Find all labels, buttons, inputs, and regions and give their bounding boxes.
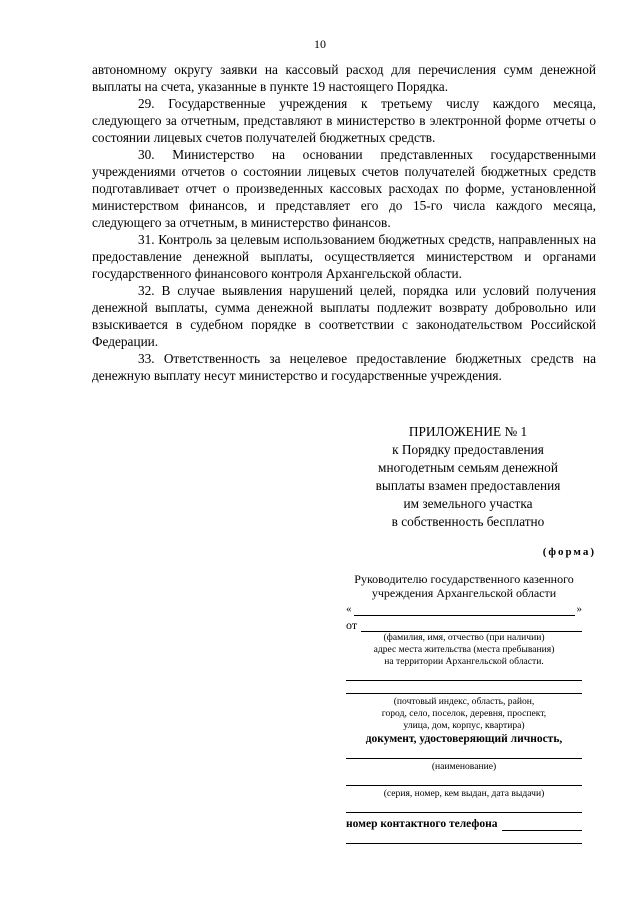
phone-field[interactable] [502, 820, 583, 831]
paragraph-31: 31. Контроль за целевым использованием бюджетных средств, направленных на предоставление денежной выплаты, осуществляется министерством и органами государственного финансового контроля Архангельской области. [92, 232, 596, 281]
phone-extra-field[interactable] [346, 833, 582, 844]
address-field-1[interactable] [346, 670, 582, 681]
postal-hint-1: (почтовый индекс, область, район, [393, 696, 535, 707]
page-number: 10 [314, 37, 326, 51]
postal-hint-2: город, село, поселок, деревня, проспект, [381, 708, 547, 719]
from-label: от [346, 618, 358, 632]
open-quote: « [346, 603, 352, 615]
addressee-line-1: Руководителю государственного казенного [354, 572, 574, 586]
appendix-line: выплаты взамен предоставления [375, 478, 561, 493]
appendix-header [340, 423, 596, 531]
name-hint: (наименование) [431, 761, 497, 772]
id-document-name-field[interactable] [346, 748, 582, 759]
fio-hint: (фамилия, имя, отчество (при наличии) [383, 632, 545, 643]
paragraph-30: 30. Министерство на основании представленных государственными учреждениями отчетов о состоянии лицевых счетов получателей бюджетных средств подготавливает отчет о произведенных кассовых расходах по форме, установленной министерством финансов, и представляет его до 15-го числа каждого месяца, следующего за отчетным, в министерство финансов. [92, 147, 596, 230]
address-hint-2: на территории Архангельской области. [384, 656, 544, 667]
phone-label: номер контактного телефона [346, 818, 498, 830]
extra-field[interactable] [346, 802, 582, 813]
appendix-line: к Порядку предоставления [392, 442, 544, 457]
paragraph-continued: автономному округу заявки на кассовый расход для перечисления сумм денежной выплаты на счета, указанные в пункте 19 настоящего Порядка. [92, 62, 596, 94]
id-document-label: документ, удостоверяющий личность, [365, 733, 563, 745]
paragraph-32: 32. В случае выявления нарушений целей, порядка или условий получения денежной выплаты, сумма денежной выплаты подлежит возврату добровольно или взыскивается в судебном порядке в соответствии с законодательством Российской Федерации. [92, 283, 596, 349]
body-text [92, 61, 596, 384]
appendix-title: ПРИЛОЖЕНИЕ № 1 [408, 424, 528, 439]
institution-name-row [346, 602, 582, 616]
close-quote: » [576, 603, 582, 615]
appendix-line: им земельного участка [403, 496, 533, 511]
application-form [346, 572, 582, 844]
form-label: (форма) [542, 546, 596, 558]
phone-row [346, 817, 582, 831]
postal-hint-3: улица, дом, корпус, квартира) [403, 720, 525, 731]
paragraph-29: 29. Государственные учреждения к третьему числу каждого месяца, следующего за отчетным, представляют в министерство в электронной форме отчеты о состоянии лицевых счетов получателей бюджетных средств. [92, 96, 596, 145]
appendix-line: многодетным семьям денежной [378, 460, 558, 475]
from-row [346, 618, 582, 632]
applicant-name-field[interactable] [361, 621, 582, 632]
paragraph-33: 33. Ответственность за нецелевое предоставление бюджетных средств на денежную выплату несут министерство и государственные учреждения. [92, 351, 596, 383]
series-hint: (серия, номер, кем выдан, дата выдачи) [383, 788, 545, 799]
addressee-line-2: учреждения Архангельской области [371, 586, 557, 600]
address-field-2[interactable] [346, 683, 582, 694]
address-hint-1: адрес места жительства (места пребывания) [373, 644, 555, 655]
appendix-line: в собственность бесплатно [391, 514, 545, 529]
id-document-details-field[interactable] [346, 775, 582, 786]
institution-name-field[interactable] [354, 605, 575, 616]
